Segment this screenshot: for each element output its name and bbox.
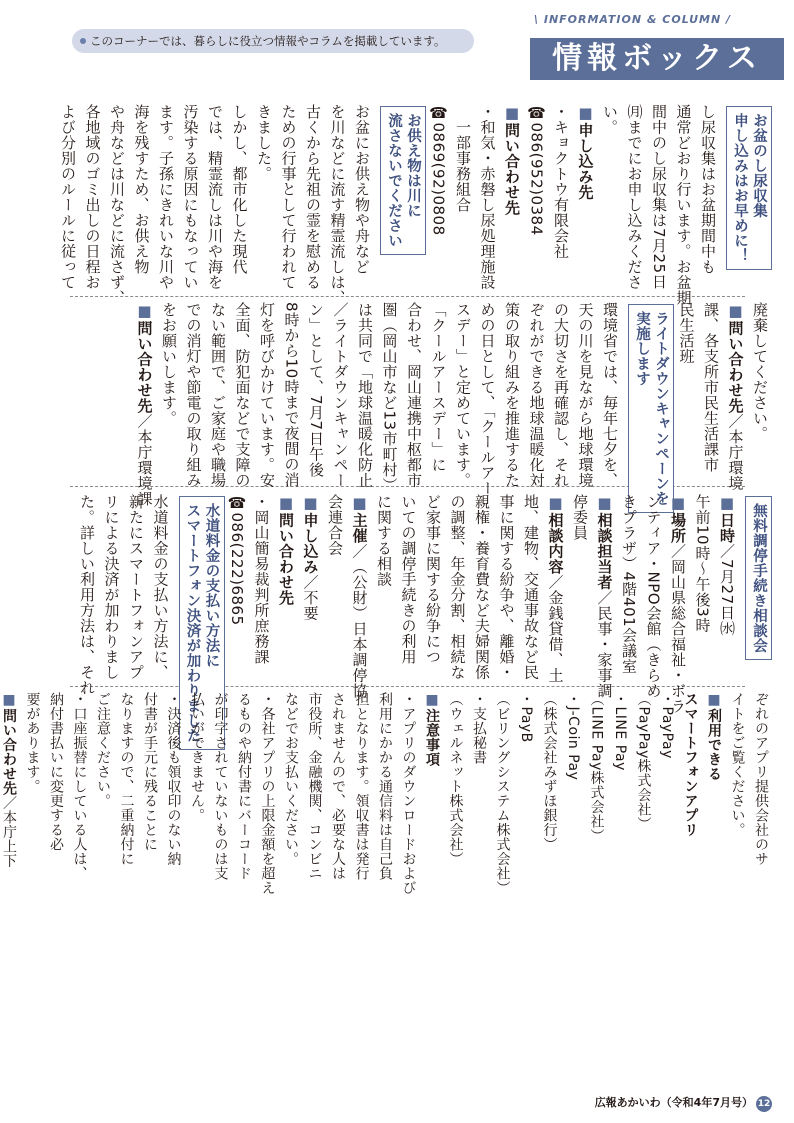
intro-text: このコーナーでは、暮らしに役立つ情報やコラムを掲載しています。 <box>90 34 446 48</box>
bullet-dot-icon <box>80 38 86 44</box>
publication-name: 広報あかいわ（令和4年7月号） <box>594 1096 753 1109</box>
article-osonae: お供え物は川に 流さないでください お盆にお供え物や舟など を川などに流す精霊流しは、 古くから先祖の霊を慰める ための行事として行われて きました。 しかし、都市化した現代 では、精霊流しは川や海を 汚染する原因にもなってい ます。子孫にきれいな川や 海を残すため、お供え物 や舟などは川などに流さず、 各地域のゴミ出しの日程お よび分別のルールに従って <box>59 104 403 306</box>
article-title: お盆のし尿収集 申し込みはお早めに！ <box>726 106 772 270</box>
divider <box>70 296 745 297</box>
intro-banner <box>72 29 474 53</box>
page-title: 情報ボックス <box>530 38 784 80</box>
page-footer <box>595 1094 772 1112</box>
article-title: 水道料金の支払い方法に スマートフォン決済が加わりました <box>179 496 225 750</box>
header-english: \ INFORMATION & COLUMN / <box>534 13 732 26</box>
article-title: ライトダウンキャンペーンを 実施します <box>628 304 674 513</box>
article-shionhu: お盆のし尿収集 申し込みはお早めに！ し尿収集はお盆期間中も 通常どおり行います。お盆期 間中のし尿収集は7月25日 ㈪までにお申し込みくださ い。 ■申し込み先 ・キョクトウ有限会社 ☎086(952)0384 ■問い合わせ先 ・和気・赤磐し尿処理施設 一部事務組合 ☎0869(92)0808 <box>430 104 750 306</box>
article-row-1 <box>59 104 772 306</box>
article-title: 無料調停手続き相談会 <box>745 496 772 660</box>
article-row-3: 無料調停手続き相談会 ■日時／7月27日㈬ 午前10時～午後3時 ■場所／岡山県総合福祉・ボラ ンティア・NPO会館（きらめ きプラザ）4階401会議室 ■相談担当者／民事・家事調 停委員 ■相談内容／金銭貸借、土 地、建物、交通事故など民 事に関する紛争や、離婚・ 親権・養育費など夫婦関係 の調整、年金分割、相続な ど家事に関する紛争につ いての調停手続きの利用 に関する相談 ■主催／（公財）日本調停協 会連合会 ■申し込み／不要 ■問い合わせ先 ・岡山簡易裁判所庶務課 ☎086(222)6865 水道料金の支払い方法に スマートフォン決済が加わりました 水道料金の支払い方法に、 新たにスマートフォンアプ リによる決済が加わりまし た。詳しい利用方法は、それ <box>72 494 772 680</box>
article-row-4: ぞれのアプリ提供会社のサ イトをご覧ください。 ■利用できる スマートフォンアプリ ・PayPay （PayPay株式会社） ・LINE Pay （LINE Pay株式会社） ・J-Coin Pay （株式会社みずほ銀行） ・PayB （ビリングシステム株式会社） ・支払秘書 （ウェルネット株式会社） ■注意事項 ・アプリのダウンロードおよび 利用にかかる通信料は自己負 担となります。領収書は発行 されませんので、必要な人は 市役所、金融機関、コンビニ などでお支払いください。 ・各社アプリの上限金額を超え るものや納付書にバーコード が印字されていないものは支 払いができません。 ・決済後も領収印のない納 付書が手元に残ることに なりますので、二重納付に ご注意ください。 ・口座振替にしている人は、 納付書払いに変更する必 要があります。 ■問い合わせ先／本庁上下 <box>1 692 769 895</box>
page-number: 12 <box>756 1096 772 1112</box>
article-title: お供え物は川に 流さないでください <box>380 106 426 255</box>
article-row-2: 廃棄してください。 ■問い合わせ先／本庁環境 課、各支所市民生活課市 民生活班 ライトダウンキャンペーンを 実施します 環境省では、毎年七夕を、 天の川を見ながら地球環境 の大切さを再確認し、それ ぞれができる地球温暖化対 策の取り組みを推進するた めの日として、「クールアー スデー」と定めています。 「クールアースデー」に 合わせ、岡山連携中枢都市 圏（岡山市など13市町村） は共同で「地球温暖化防止 ／ライトダウンキャンペー ン」として、7月7日午後 8時から10時まで夜間の消 灯を呼びかけています。安 全面、防犯面などで支障の ない範囲で、ご家庭や職場 での消灯や節電の取り組み をお願いします。 ■問い合わせ先／本庁環境課 <box>72 302 772 480</box>
